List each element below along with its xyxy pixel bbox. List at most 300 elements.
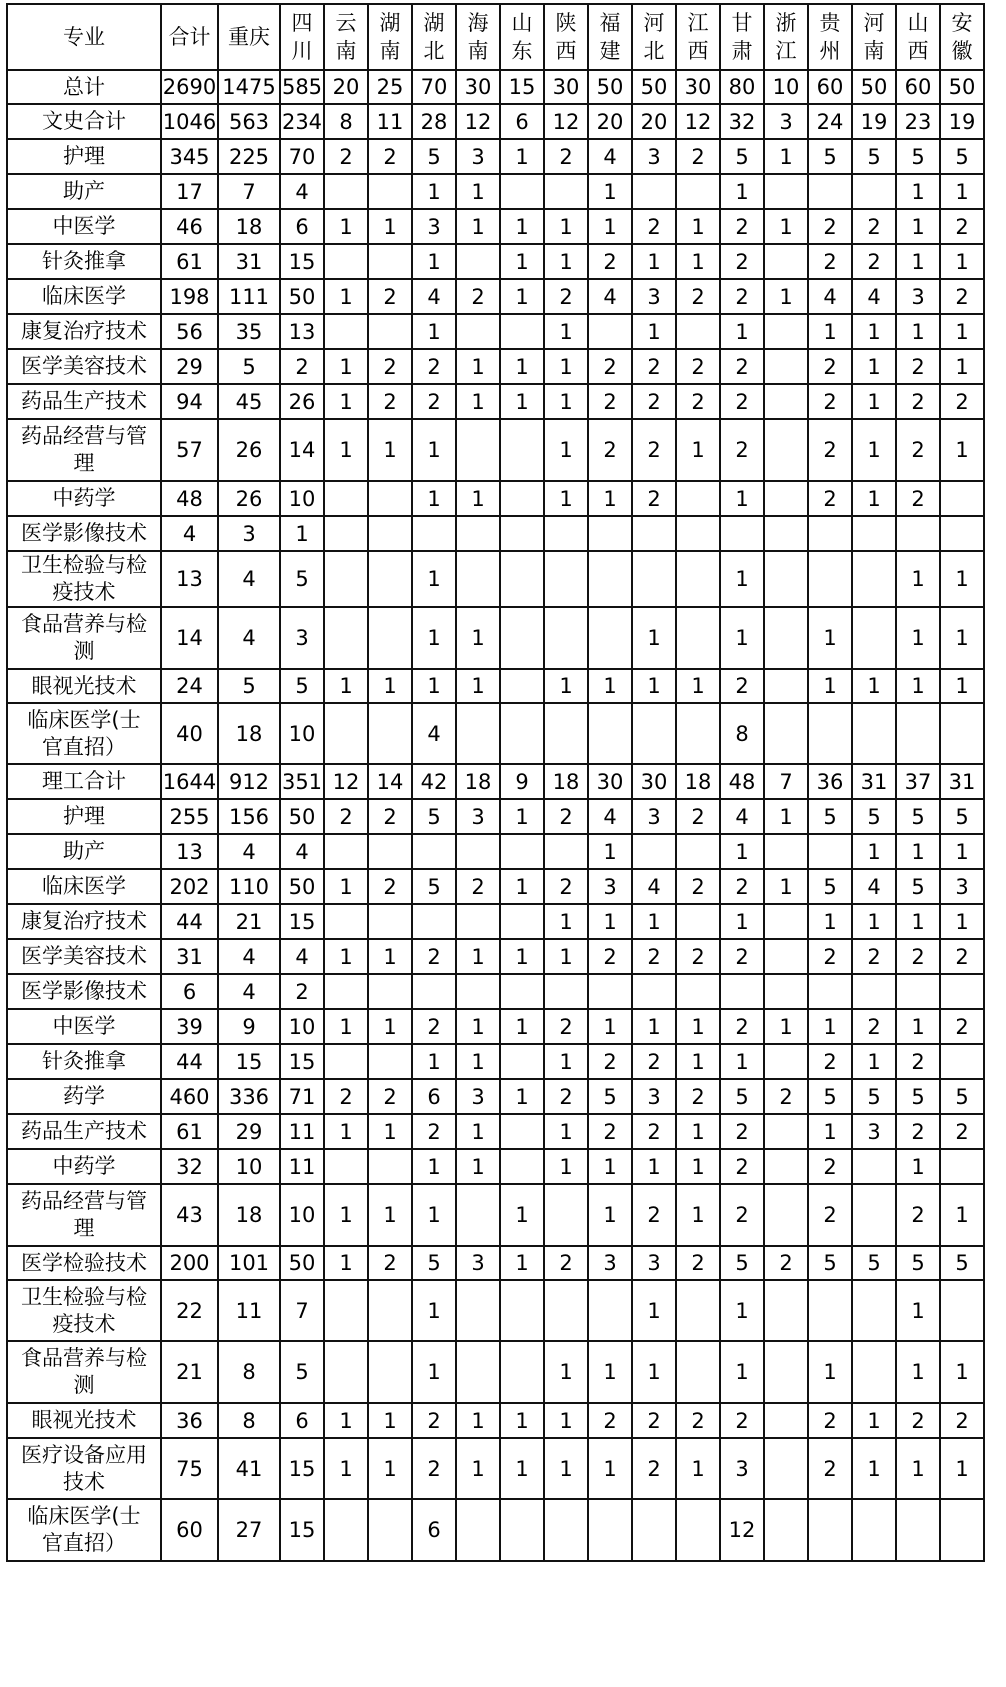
quota-cell: 5 — [808, 1079, 852, 1114]
quota-cell: 2 — [412, 349, 456, 384]
quota-cell: 1 — [940, 607, 984, 669]
quota-cell: 5 — [852, 139, 896, 174]
quota-cell: 20 — [324, 70, 368, 104]
quota-cell: 31 — [161, 939, 218, 974]
table-row — [7, 384, 984, 419]
quota-cell — [324, 904, 368, 939]
quota-cell: 26 — [218, 419, 280, 481]
column-header: 江 西 — [676, 4, 720, 70]
quota-cell — [764, 1149, 808, 1184]
quota-cell — [764, 349, 808, 384]
quota-cell: 3 — [632, 1246, 676, 1280]
quota-cell: 1 — [852, 904, 896, 939]
quota-cell: 1 — [324, 1184, 368, 1246]
quota-cell — [852, 1499, 896, 1561]
quota-cell: 1 — [544, 904, 588, 939]
table-row — [7, 669, 984, 703]
quota-cell — [720, 974, 764, 1009]
quota-cell — [544, 1184, 588, 1246]
quota-cell — [412, 974, 456, 1009]
quota-cell: 2 — [676, 384, 720, 419]
quota-cell: 1 — [720, 481, 764, 516]
quota-cell: 1046 — [161, 104, 218, 139]
quota-cell: 20 — [632, 104, 676, 139]
quota-cell: 2 — [720, 669, 764, 703]
quota-cell: 5 — [896, 1246, 940, 1280]
quota-cell: 2690 — [161, 70, 218, 104]
quota-cell: 9 — [500, 764, 544, 799]
major-name-cell: 护理 — [7, 799, 161, 834]
quota-cell: 2 — [808, 1438, 852, 1499]
quota-cell: 2 — [544, 1079, 588, 1114]
quota-cell: 2 — [412, 384, 456, 419]
quota-cell: 1 — [412, 1280, 456, 1341]
quota-cell: 5 — [896, 799, 940, 834]
quota-cell: 2 — [720, 209, 764, 244]
column-header: 合计 — [161, 4, 218, 70]
column-header: 陕 西 — [544, 4, 588, 70]
quota-cell: 3 — [588, 1246, 632, 1280]
quota-cell — [588, 516, 632, 551]
quota-cell — [368, 974, 412, 1009]
quota-cell: 2 — [940, 1403, 984, 1438]
quota-cell: 2 — [632, 349, 676, 384]
table-row — [7, 939, 984, 974]
quota-cell: 1 — [808, 314, 852, 349]
quota-cell: 2 — [544, 139, 588, 174]
quota-cell: 8 — [218, 1341, 280, 1403]
quota-cell: 6 — [280, 1403, 324, 1438]
quota-cell: 2 — [544, 1246, 588, 1280]
quota-cell: 2 — [412, 1114, 456, 1149]
quota-cell: 56 — [161, 314, 218, 349]
table-row — [7, 764, 984, 799]
quota-cell: 202 — [161, 869, 218, 904]
quota-cell: 1 — [852, 481, 896, 516]
table-row — [7, 1149, 984, 1184]
quota-cell — [764, 939, 808, 974]
quota-cell: 2 — [720, 939, 764, 974]
major-name-cell: 针灸推拿 — [7, 244, 161, 279]
quota-cell: 200 — [161, 1246, 218, 1280]
quota-cell: 1 — [896, 209, 940, 244]
quota-cell: 2 — [720, 1009, 764, 1044]
quota-cell: 4 — [412, 279, 456, 314]
quota-cell — [456, 516, 500, 551]
quota-cell: 1 — [324, 349, 368, 384]
table-row — [7, 419, 984, 481]
quota-cell: 1 — [764, 139, 808, 174]
quota-cell: 5 — [218, 349, 280, 384]
quota-cell — [940, 974, 984, 1009]
quota-cell: 1 — [940, 349, 984, 384]
quota-cell: 1 — [544, 314, 588, 349]
quota-cell: 35 — [218, 314, 280, 349]
quota-cell: 4 — [588, 279, 632, 314]
quota-cell: 2 — [720, 1149, 764, 1184]
quota-cell: 1 — [500, 349, 544, 384]
quota-cell: 2 — [324, 1079, 368, 1114]
table-row — [7, 1079, 984, 1114]
quota-cell — [764, 244, 808, 279]
quota-cell — [940, 481, 984, 516]
quota-cell: 2 — [940, 209, 984, 244]
quota-cell: 1 — [764, 1009, 808, 1044]
quota-cell: 351 — [280, 764, 324, 799]
major-name-cell: 总计 — [7, 70, 161, 104]
quota-cell — [588, 974, 632, 1009]
quota-cell: 2 — [808, 244, 852, 279]
quota-cell: 1 — [412, 174, 456, 209]
quota-cell — [632, 1499, 676, 1561]
quota-cell: 2 — [764, 1246, 808, 1280]
quota-cell: 2 — [588, 1403, 632, 1438]
quota-cell: 1 — [544, 244, 588, 279]
quota-cell: 2 — [676, 1246, 720, 1280]
quota-cell — [632, 703, 676, 764]
major-name-cell: 临床医学(士 官直招） — [7, 703, 161, 764]
quota-cell: 1 — [368, 1009, 412, 1044]
quota-cell: 101 — [218, 1246, 280, 1280]
quota-cell: 5 — [412, 1246, 456, 1280]
quota-cell — [500, 1280, 544, 1341]
quota-cell: 41 — [218, 1438, 280, 1499]
quota-cell: 1 — [720, 607, 764, 669]
major-name-cell: 中医学 — [7, 209, 161, 244]
quota-cell — [324, 1280, 368, 1341]
quota-cell: 198 — [161, 279, 218, 314]
major-name-cell: 文史合计 — [7, 104, 161, 139]
quota-cell: 1 — [368, 939, 412, 974]
quota-cell: 2 — [896, 1044, 940, 1079]
quota-cell: 234 — [280, 104, 324, 139]
quota-cell: 10 — [764, 70, 808, 104]
quota-cell: 1 — [764, 279, 808, 314]
quota-cell: 1 — [456, 1403, 500, 1438]
quota-cell: 60 — [808, 70, 852, 104]
quota-cell: 2 — [720, 869, 764, 904]
quota-cell: 70 — [412, 70, 456, 104]
quota-cell — [808, 551, 852, 607]
quota-cell — [500, 551, 544, 607]
quota-cell: 1 — [544, 1403, 588, 1438]
quota-cell: 17 — [161, 174, 218, 209]
table-row — [7, 869, 984, 904]
major-name-cell: 康复治疗技术 — [7, 904, 161, 939]
quota-cell: 3 — [218, 516, 280, 551]
quota-cell: 5 — [280, 551, 324, 607]
quota-cell: 1 — [500, 939, 544, 974]
quota-cell: 2 — [676, 939, 720, 974]
quota-cell — [412, 834, 456, 869]
quota-cell — [764, 834, 808, 869]
major-name-cell: 医疗设备应用 技术 — [7, 1438, 161, 1499]
quota-cell — [500, 174, 544, 209]
quota-cell: 1 — [544, 1341, 588, 1403]
quota-cell: 563 — [218, 104, 280, 139]
quota-cell: 1 — [368, 1438, 412, 1499]
quota-cell: 1 — [808, 1341, 852, 1403]
quota-cell: 30 — [632, 764, 676, 799]
quota-cell — [764, 904, 808, 939]
quota-cell: 1 — [896, 314, 940, 349]
quota-cell: 75 — [161, 1438, 218, 1499]
quota-cell: 1 — [940, 314, 984, 349]
quota-cell: 5 — [852, 1079, 896, 1114]
quota-cell: 2 — [852, 244, 896, 279]
quota-cell: 57 — [161, 419, 218, 481]
quota-cell: 1 — [324, 384, 368, 419]
quota-cell — [808, 974, 852, 1009]
quota-cell: 1 — [588, 1184, 632, 1246]
quota-cell: 3 — [632, 139, 676, 174]
major-name-cell: 眼视光技术 — [7, 1403, 161, 1438]
quota-cell: 7 — [280, 1280, 324, 1341]
quota-cell: 50 — [588, 70, 632, 104]
quota-cell: 1 — [544, 1149, 588, 1184]
quota-cell: 2 — [852, 1009, 896, 1044]
column-header: 四 川 — [280, 4, 324, 70]
quota-cell — [852, 174, 896, 209]
quota-cell — [852, 703, 896, 764]
quota-cell: 26 — [218, 481, 280, 516]
table-row — [7, 174, 984, 209]
quota-cell: 5 — [720, 139, 764, 174]
major-name-cell: 食品营养与检 测 — [7, 1341, 161, 1403]
quota-cell: 2 — [588, 384, 632, 419]
quota-cell: 1 — [500, 799, 544, 834]
quota-cell: 2 — [852, 209, 896, 244]
quota-cell — [324, 244, 368, 279]
quota-cell — [764, 551, 808, 607]
quota-cell — [456, 904, 500, 939]
table-row — [7, 314, 984, 349]
quota-cell: 8 — [324, 104, 368, 139]
quota-cell: 1 — [412, 481, 456, 516]
quota-cell: 1 — [896, 1341, 940, 1403]
quota-cell: 3 — [456, 139, 500, 174]
quota-cell — [764, 1403, 808, 1438]
quota-cell: 5 — [808, 1246, 852, 1280]
quota-cell: 460 — [161, 1079, 218, 1114]
quota-cell — [852, 1149, 896, 1184]
quota-cell: 1475 — [218, 70, 280, 104]
quota-cell: 1 — [500, 384, 544, 419]
header-row — [7, 4, 984, 70]
quota-cell: 7 — [218, 174, 280, 209]
quota-cell: 1 — [720, 314, 764, 349]
quota-cell: 50 — [632, 70, 676, 104]
quota-cell: 7 — [764, 764, 808, 799]
quota-cell: 1 — [676, 1149, 720, 1184]
column-header: 云 南 — [324, 4, 368, 70]
quota-cell: 1 — [676, 1044, 720, 1079]
quota-cell: 2 — [720, 1403, 764, 1438]
quota-cell — [500, 1149, 544, 1184]
quota-cell: 2 — [764, 1079, 808, 1114]
quota-cell — [412, 904, 456, 939]
quota-cell: 1 — [412, 551, 456, 607]
quota-cell — [500, 703, 544, 764]
quota-cell: 1 — [500, 869, 544, 904]
quota-cell: 14 — [280, 419, 324, 481]
quota-cell: 1 — [764, 869, 808, 904]
quota-cell: 1 — [412, 1184, 456, 1246]
quota-cell: 11 — [280, 1149, 324, 1184]
quota-cell: 2 — [632, 939, 676, 974]
quota-cell: 31 — [940, 764, 984, 799]
quota-cell: 4 — [588, 139, 632, 174]
quota-cell — [500, 974, 544, 1009]
quota-cell: 912 — [218, 764, 280, 799]
quota-cell: 6 — [161, 974, 218, 1009]
quota-cell: 1 — [588, 1341, 632, 1403]
quota-cell: 44 — [161, 1044, 218, 1079]
quota-cell: 1 — [764, 799, 808, 834]
quota-cell: 2 — [896, 1403, 940, 1438]
quota-cell: 5 — [808, 869, 852, 904]
quota-cell: 1 — [544, 209, 588, 244]
quota-cell: 30 — [676, 70, 720, 104]
quota-cell — [456, 244, 500, 279]
quota-cell — [676, 314, 720, 349]
quota-cell — [368, 1149, 412, 1184]
quota-cell — [632, 974, 676, 1009]
quota-cell — [676, 904, 720, 939]
quota-cell — [940, 1044, 984, 1079]
quota-cell: 5 — [940, 139, 984, 174]
quota-cell: 3 — [412, 209, 456, 244]
quota-cell: 43 — [161, 1184, 218, 1246]
table-row — [7, 799, 984, 834]
quota-cell: 1 — [940, 669, 984, 703]
quota-cell — [324, 1149, 368, 1184]
quota-cell: 5 — [940, 799, 984, 834]
table-row — [7, 516, 984, 551]
quota-cell: 2 — [368, 869, 412, 904]
quota-cell: 2 — [368, 1079, 412, 1114]
quota-cell: 2 — [720, 1184, 764, 1246]
quota-cell — [500, 1499, 544, 1561]
quota-cell: 1 — [456, 384, 500, 419]
quota-cell: 1 — [544, 481, 588, 516]
quota-cell: 2 — [896, 384, 940, 419]
quota-cell: 50 — [280, 799, 324, 834]
quota-cell — [940, 703, 984, 764]
quota-cell: 4 — [280, 834, 324, 869]
table-row — [7, 1280, 984, 1341]
quota-cell — [368, 481, 412, 516]
quota-cell — [456, 974, 500, 1009]
quota-cell — [764, 607, 808, 669]
quota-cell: 19 — [852, 104, 896, 139]
major-name-cell: 理工合计 — [7, 764, 161, 799]
quota-cell: 5 — [852, 799, 896, 834]
major-name-cell: 临床医学 — [7, 279, 161, 314]
quota-cell — [324, 174, 368, 209]
quota-cell — [324, 1044, 368, 1079]
quota-cell: 27 — [218, 1499, 280, 1561]
quota-cell: 4 — [161, 516, 218, 551]
quota-cell — [852, 1184, 896, 1246]
quota-cell — [676, 974, 720, 1009]
quota-cell: 1 — [852, 1438, 896, 1499]
quota-cell: 1 — [500, 1438, 544, 1499]
quota-cell: 8 — [218, 1403, 280, 1438]
quota-cell: 1 — [720, 174, 764, 209]
table-row — [7, 1044, 984, 1079]
quota-cell — [808, 516, 852, 551]
quota-cell: 1 — [456, 349, 500, 384]
major-name-cell: 助产 — [7, 174, 161, 209]
quota-cell: 2 — [676, 799, 720, 834]
quota-cell — [544, 834, 588, 869]
quota-cell: 2 — [940, 939, 984, 974]
quota-cell — [324, 607, 368, 669]
quota-cell: 2 — [544, 279, 588, 314]
quota-cell — [588, 314, 632, 349]
quota-cell: 5 — [412, 799, 456, 834]
quota-cell: 1 — [588, 834, 632, 869]
quota-cell — [368, 174, 412, 209]
quota-cell — [544, 174, 588, 209]
quota-cell: 3 — [456, 1079, 500, 1114]
quota-cell — [544, 1280, 588, 1341]
table-row — [7, 244, 984, 279]
quota-cell — [764, 384, 808, 419]
quota-cell: 21 — [218, 904, 280, 939]
quota-cell — [588, 607, 632, 669]
table-row — [7, 1009, 984, 1044]
quota-cell: 2 — [808, 939, 852, 974]
quota-cell: 2 — [368, 279, 412, 314]
quota-cell: 1 — [456, 1438, 500, 1499]
quota-cell: 1 — [324, 419, 368, 481]
quota-cell: 1 — [720, 551, 764, 607]
quota-cell: 1 — [940, 1184, 984, 1246]
quota-cell: 6 — [280, 209, 324, 244]
quota-cell: 30 — [544, 70, 588, 104]
quota-cell: 60 — [161, 1499, 218, 1561]
quota-cell: 2 — [676, 1403, 720, 1438]
quota-cell — [500, 419, 544, 481]
table-row — [7, 1246, 984, 1280]
quota-cell: 2 — [808, 419, 852, 481]
table-row — [7, 834, 984, 869]
quota-cell: 11 — [368, 104, 412, 139]
quota-cell: 2 — [896, 939, 940, 974]
quota-cell — [764, 1499, 808, 1561]
major-name-cell: 药品经营与管 理 — [7, 1184, 161, 1246]
quota-cell — [368, 244, 412, 279]
quota-cell: 1 — [544, 1438, 588, 1499]
quota-cell: 4 — [280, 174, 324, 209]
table-row — [7, 104, 984, 139]
quota-cell — [544, 974, 588, 1009]
quota-cell: 2 — [588, 419, 632, 481]
quota-cell: 2 — [324, 799, 368, 834]
quota-cell: 4 — [218, 551, 280, 607]
quota-cell: 13 — [280, 314, 324, 349]
quota-cell: 2 — [676, 279, 720, 314]
quota-cell: 10 — [280, 1184, 324, 1246]
quota-cell: 1 — [368, 1114, 412, 1149]
quota-cell: 45 — [218, 384, 280, 419]
quota-cell: 225 — [218, 139, 280, 174]
quota-cell — [808, 834, 852, 869]
quota-cell: 5 — [896, 869, 940, 904]
quota-cell: 1 — [588, 174, 632, 209]
